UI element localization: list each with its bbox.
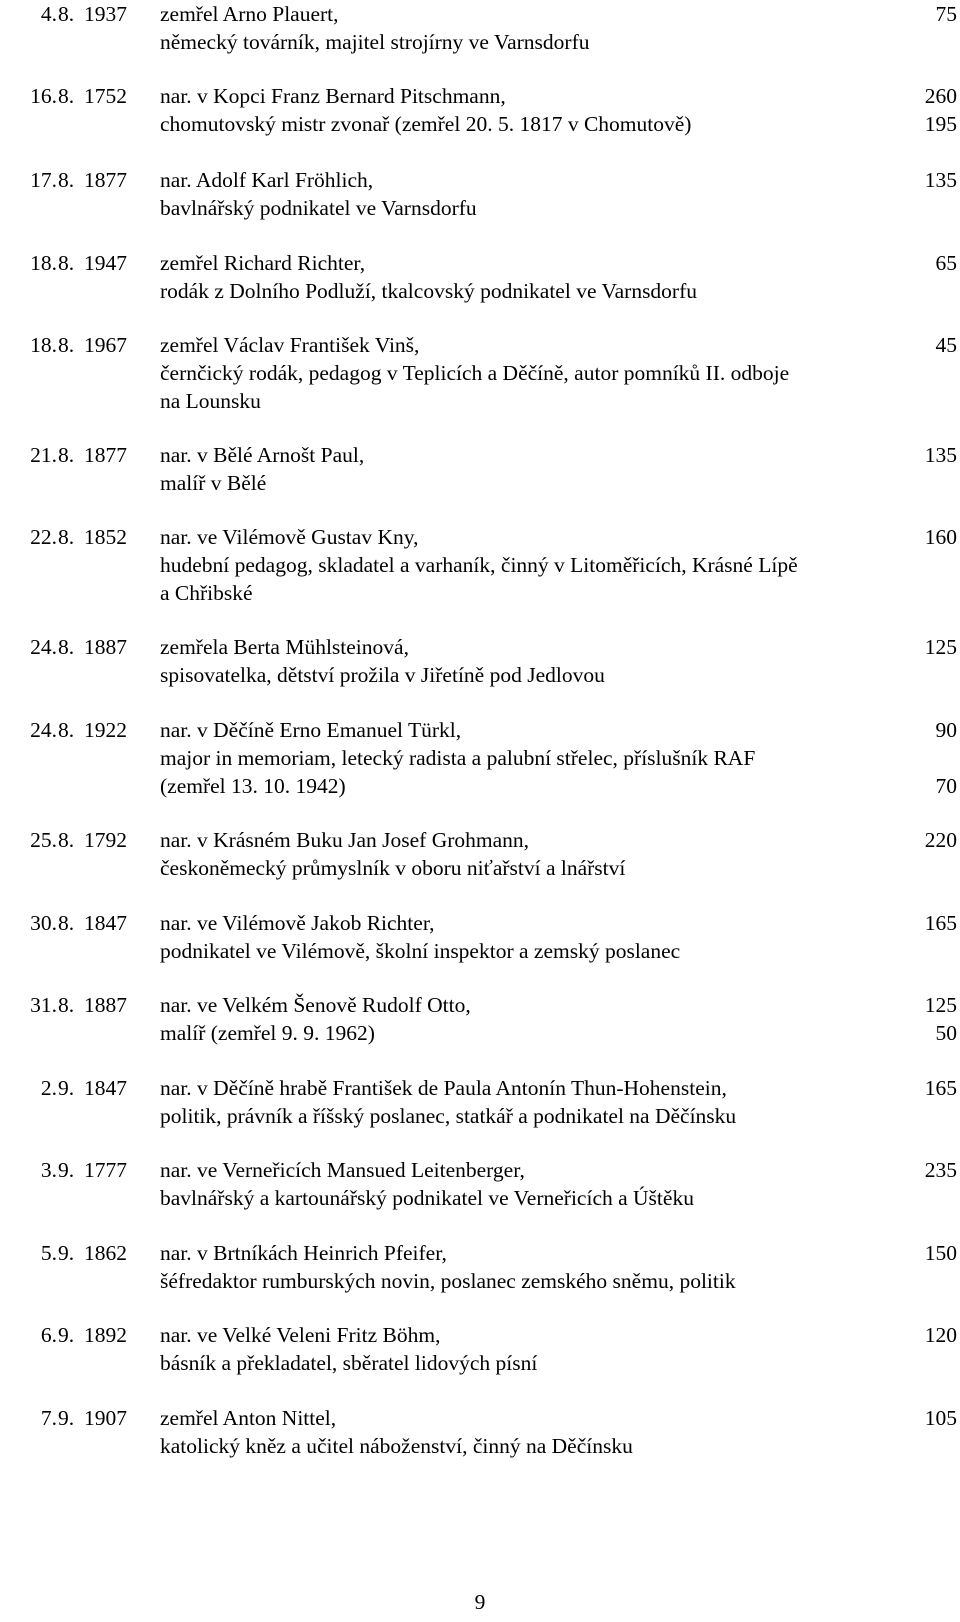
entry-day: 31.: [30, 993, 57, 1017]
calendar-entry: [0, 82, 960, 138]
entry-day: 4.: [40, 2, 57, 26]
entry-text: zemřel Arno Plauert,: [160, 2, 339, 26]
entry-month: 8.: [58, 635, 75, 659]
entry-line: [0, 469, 960, 497]
calendar-entry: [0, 826, 960, 882]
entry-text: nar. ve Velké Veleni Fritz Böhm,: [160, 1323, 441, 1347]
entry-day: 5.: [40, 1241, 57, 1265]
entry-text: německý továrník, majitel strojírny ve Varnsdorfu: [160, 30, 590, 54]
entry-text: a Chřibské: [160, 581, 253, 605]
entry-anniversary-years: 195: [924, 112, 957, 136]
entry-text: podnikatel ve Vilémově, školní inspektor a zemský poslanec: [160, 939, 681, 963]
calendar-entry: [0, 249, 960, 305]
entry-text: nar. v Děčíně Erno Emanuel Türkl,: [160, 718, 462, 742]
entry-month: 8.: [58, 84, 75, 108]
entry-day: 18.: [30, 333, 57, 357]
entry-line: [0, 441, 960, 469]
entry-month: 9.: [58, 1076, 75, 1100]
entry-text: (zemřel 13. 10. 1942): [160, 774, 346, 798]
entry-anniversary-years: 45: [935, 333, 957, 357]
entry-day: 2.: [40, 1076, 57, 1100]
entry-text: nar. v Brtníkách Heinrich Pfeifer,: [160, 1241, 447, 1265]
entry-anniversary-years: 165: [924, 1076, 957, 1100]
entry-line: [0, 331, 960, 359]
entry-text: spisovatelka, dětství prožila v Jiřetíně pod Jedlovou: [160, 663, 605, 687]
entry-anniversary-years: 125: [924, 993, 957, 1017]
entry-text: nar. ve Vilémově Jakob Richter,: [160, 911, 435, 935]
entry-text: hudební pedagog, skladatel a varhaník, činný v Litoměřicích, Krásné Lípě: [160, 553, 798, 577]
entry-text: černčický rodák, pedagog v Teplicích a Děčíně, autor pomníků II. odboje: [160, 361, 790, 385]
entry-year: 1777: [84, 1158, 127, 1182]
entry-line: [0, 277, 960, 305]
entry-text: bavlnářský a kartounářský podnikatel ve Verneřicích a Úštěku: [160, 1186, 694, 1210]
entry-day: 16.: [30, 84, 57, 108]
entry-line: [0, 359, 960, 387]
entry-text: českoněmecký průmyslník v oboru niťařství a lnářství: [160, 856, 626, 880]
entry-text: zemřela Berta Mühlsteinová,: [160, 635, 409, 659]
entry-year: 1922: [84, 718, 127, 742]
entry-line: [0, 1184, 960, 1212]
entry-month: 9.: [58, 1241, 75, 1265]
entry-anniversary-years: 235: [924, 1158, 957, 1182]
entry-line: [0, 249, 960, 277]
entry-year: 1862: [84, 1241, 127, 1265]
entry-year: 1907: [84, 1406, 127, 1430]
entry-text: malíř v Bělé: [160, 471, 267, 495]
entry-day: 6.: [40, 1323, 57, 1347]
entry-line: [0, 28, 960, 56]
entry-anniversary-years: 90: [935, 718, 957, 742]
entry-text: nar. v Krásném Buku Jan Josef Grohmann,: [160, 828, 530, 852]
entry-text: nar. ve Verneřicích Mansued Leitenberger,: [160, 1158, 525, 1182]
entry-day: 17.: [30, 168, 57, 192]
entry-month: 9.: [58, 1158, 75, 1182]
entry-line: [0, 1239, 960, 1267]
calendar-entry: [0, 716, 960, 800]
entry-month: 8.: [58, 525, 75, 549]
calendar-entry: [0, 0, 960, 56]
entry-year: 1752: [84, 84, 127, 108]
entry-line: [0, 1156, 960, 1184]
entry-anniversary-years: 125: [924, 635, 957, 659]
entry-text: nar. v Děčíně hrabě František de Paula Antonín Thun-Hohenstein,: [160, 1076, 727, 1100]
entry-line: [0, 579, 960, 607]
entry-text: malíř (zemřel 9. 9. 1962): [160, 1021, 375, 1045]
calendar-entry: [0, 523, 960, 607]
entry-line: [0, 661, 960, 689]
entry-text: zemřel Anton Nittel,: [160, 1406, 337, 1430]
calendar-entry: [0, 1321, 960, 1377]
entry-anniversary-years: 70: [935, 774, 957, 798]
entry-anniversary-years: 135: [924, 168, 957, 192]
page-number: 9: [474, 1590, 486, 1614]
entry-line: [0, 0, 960, 28]
entry-text: katolický kněz a učitel náboženství, činný na Děčínsku: [160, 1434, 633, 1458]
entry-text: rodák z Dolního Podluží, tkalcovský podnikatel ve Varnsdorfu: [160, 279, 698, 303]
entry-year: 1877: [84, 443, 127, 467]
entry-line: [0, 826, 960, 854]
entry-day: 24.: [30, 718, 57, 742]
entry-text: bavlnářský podnikatel ve Varnsdorfu: [160, 196, 477, 220]
entry-text: major in memoriam, letecký radista a palubní střelec, příslušník RAF: [160, 746, 756, 770]
entry-day: 21.: [30, 443, 57, 467]
entry-month: 8.: [58, 168, 75, 192]
calendar-entry: [0, 331, 960, 415]
entry-text: básník a překladatel, sběratel lidových písní: [160, 1351, 538, 1375]
calendar-entry: [0, 166, 960, 222]
entry-text: politik, právník a říšský poslanec, statkář a podnikatel na Děčínsku: [160, 1104, 737, 1128]
entry-anniversary-years: 160: [924, 525, 957, 549]
entry-line: [0, 1321, 960, 1349]
entry-year: 1937: [84, 2, 127, 26]
entry-text: chomutovský mistr zvonař (zemřel 20. 5. 1817 v Chomutově): [160, 112, 692, 136]
entry-month: 8.: [58, 828, 75, 852]
entry-line: [0, 194, 960, 222]
entry-line: [0, 1404, 960, 1432]
entry-year: 1887: [84, 635, 127, 659]
entry-anniversary-years: 65: [935, 251, 957, 275]
entry-year: 1847: [84, 1076, 127, 1100]
entry-month: 8.: [58, 443, 75, 467]
entry-month: 8.: [58, 333, 75, 357]
entry-line: [0, 551, 960, 579]
entry-line: [0, 1074, 960, 1102]
entry-year: 1792: [84, 828, 127, 852]
entry-text: šéfredaktor rumburských novin, poslanec zemského sněmu, politik: [160, 1269, 736, 1293]
entry-anniversary-years: 260: [924, 84, 957, 108]
entry-day: 24.: [30, 635, 57, 659]
calendar-entry: [0, 633, 960, 689]
entry-line: [0, 909, 960, 937]
entry-line: [0, 854, 960, 882]
entry-month: 9.: [58, 1323, 75, 1347]
entry-text: nar. Adolf Karl Fröhlich,: [160, 168, 374, 192]
entry-year: 1947: [84, 251, 127, 275]
entry-anniversary-years: 75: [935, 2, 957, 26]
entry-text: nar. v Bělé Arnošt Paul,: [160, 443, 365, 467]
entry-line: [0, 166, 960, 194]
entry-line: [0, 1102, 960, 1130]
entry-line: [0, 633, 960, 661]
entry-anniversary-years: 150: [924, 1241, 957, 1265]
entry-anniversary-years: 220: [924, 828, 957, 852]
entry-text: nar. v Kopci Franz Bernard Pitschmann,: [160, 84, 506, 108]
entry-year: 1892: [84, 1323, 127, 1347]
entry-year: 1887: [84, 993, 127, 1017]
entry-line: [0, 82, 960, 110]
entry-line: [0, 523, 960, 551]
entry-line: [0, 772, 960, 800]
entry-year: 1852: [84, 525, 127, 549]
calendar-entry: [0, 441, 960, 497]
entry-text: nar. ve Vilémově Gustav Kny,: [160, 525, 419, 549]
entry-line: [0, 1267, 960, 1295]
entry-month: 8.: [58, 251, 75, 275]
entry-day: 22.: [30, 525, 57, 549]
entry-day: 18.: [30, 251, 57, 275]
entry-anniversary-years: 50: [935, 1021, 957, 1045]
calendar-entry: [0, 1156, 960, 1212]
entry-line: [0, 744, 960, 772]
entry-year: 1847: [84, 911, 127, 935]
entry-anniversary-years: 135: [924, 443, 957, 467]
entry-line: [0, 1349, 960, 1377]
entry-anniversary-years: 105: [924, 1406, 957, 1430]
entry-month: 8.: [58, 718, 75, 742]
entry-line: [0, 1432, 960, 1460]
entry-day: 25.: [30, 828, 57, 852]
entry-text: nar. ve Velkém Šenově Rudolf Otto,: [160, 993, 471, 1017]
entry-day: 3.: [40, 1158, 57, 1182]
entry-line: [0, 716, 960, 744]
entry-anniversary-years: 165: [924, 911, 957, 935]
calendar-entry: [0, 909, 960, 965]
entry-anniversary-years: 120: [924, 1323, 957, 1347]
entry-line: [0, 387, 960, 415]
entry-month: 9.: [58, 1406, 75, 1430]
entry-line: [0, 937, 960, 965]
calendar-entry: [0, 991, 960, 1047]
entry-year: 1967: [84, 333, 127, 357]
entry-month: 8.: [58, 911, 75, 935]
entry-line: [0, 1019, 960, 1047]
entry-day: 7.: [40, 1406, 57, 1430]
entry-text: zemřel Richard Richter,: [160, 251, 366, 275]
entry-line: [0, 110, 960, 138]
calendar-entry: [0, 1404, 960, 1460]
entry-year: 1877: [84, 168, 127, 192]
entry-line: [0, 991, 960, 1019]
calendar-entry: [0, 1239, 960, 1295]
entry-text: na Lounsku: [160, 389, 261, 413]
calendar-entry: [0, 1074, 960, 1130]
entry-month: 8.: [58, 2, 75, 26]
entry-month: 8.: [58, 993, 75, 1017]
entry-day: 30.: [30, 911, 57, 935]
entry-text: zemřel Václav František Vinš,: [160, 333, 420, 357]
